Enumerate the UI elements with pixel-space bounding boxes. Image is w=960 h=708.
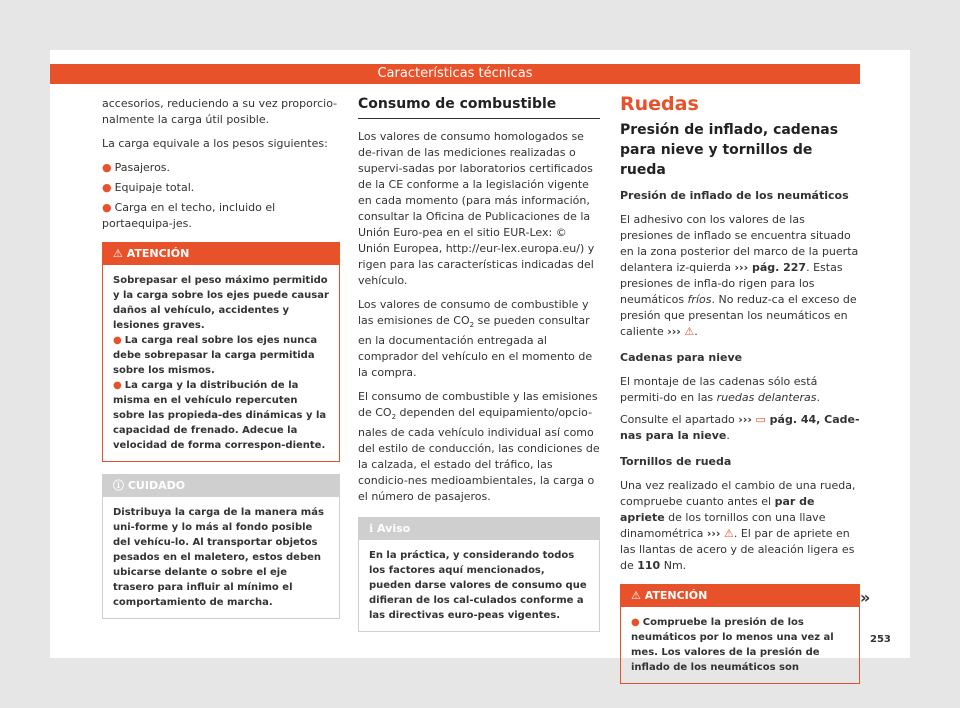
column-3 [620, 93, 860, 684]
weights-intro: La carga equivale a los pesos siguientes: [102, 137, 328, 150]
page-reference-link[interactable]: pág. 227 [748, 261, 807, 274]
bullet-icon: ● [631, 617, 640, 628]
section-subtitle: Presión de inflado, cadenas para nieve y tornillos de rueda [620, 122, 839, 178]
column-2 [358, 96, 600, 632]
warning-header: ⚠ ATENCIÓN [621, 585, 859, 607]
warning-icon: ⚠ [113, 247, 123, 260]
reference-arrow[interactable]: ››› [734, 261, 749, 274]
warning-header: ⚠ ATENCIÓN [103, 243, 339, 265]
warning-box [102, 242, 340, 462]
warning-box [620, 584, 860, 684]
continue-arrow: » [860, 588, 871, 607]
paragraph: Una vez realizado el cambio de una rueda, compruebe cuanto antes el par de apriete de los tornillos con una llave dinamométrica ››› ⚠. El par de apriete en las llantas de acero y de aleación ligera es de 110 Nm. [620, 479, 856, 572]
caution-header: ⓘ CUIDADO [103, 475, 339, 497]
section-heading: Consumo de combustible [358, 96, 600, 119]
info-icon: ⓘ [113, 479, 124, 492]
list-item: ● Compruebe la presión de los neumáticos por lo menos una vez al mes. Los valores de la presión de inflado de los neumáticos son [631, 617, 834, 673]
subsection-label: Presión de inflado de los neumáticos [620, 189, 849, 202]
paragraph: Los valores de consumo de combustible y las emisiones de $CO_2$ se pueden consultar en la documentación entregada al comprador del vehículo en el momento de la compra. [358, 298, 593, 380]
note-icon: ℹ [369, 522, 374, 536]
list-item: ● Pasajeros. [102, 161, 171, 174]
paragraph: El adhesivo con los valores de las presiones de inflado se encuentra situado en la zona posterior del marco de la puerta delantera iz-quierda ››› pág. 227. Estas presiones de infla-do rigen para los neumáticos fríos. No reduz-ca el exceso de presión que presentan los neumáticos en caliente ››› ⚠. [620, 213, 859, 338]
note-box [358, 517, 600, 632]
bullet-icon: ● [113, 380, 122, 391]
subsection-label: Cadenas para nieve [620, 351, 743, 364]
column-1 [102, 96, 340, 619]
subsection-label: Tornillos de rueda [620, 455, 732, 468]
list-item: ● Carga en el techo, incluido el portaequipa-jes. [102, 201, 276, 230]
paragraph: Consulte el apartado ››› ▭ pág. 44, Cade-nas para la nieve. [620, 413, 860, 442]
book-icon[interactable]: ▭ [755, 413, 766, 426]
section-title: Ruedas [620, 93, 699, 115]
caution-text: Distribuya la carga de la manera más uni-forme y lo más al fondo posible del vehícu-lo. Al transportar objetos pesados en el maletero, estos deben ubicarse delante o sobre el eje trasero para influir al mínimo el comportamiento de marcha. [113, 507, 324, 608]
caution-box [102, 474, 340, 619]
note-text: En la práctica, y considerando todos los factores aquí mencionados, pueden darse valores de consumo que difieran de los cal-culados conforme a las directivas euro-peas vigentes. [369, 550, 587, 622]
page-reference-link[interactable]: pág. 44, Cade-nas para la nieve [620, 413, 860, 442]
intro-text: accesorios, reduciendo a su vez proporcio-nalmente la carga útil posible. [102, 97, 338, 126]
paragraph: El montaje de las cadenas sólo está permiti-do en las ruedas delanteras. [620, 375, 820, 404]
warning-icon: ⚠ [631, 589, 641, 602]
note-header: ℹ Aviso [359, 518, 599, 540]
bullet-icon: ● [102, 201, 112, 214]
bullet-icon: ● [102, 181, 112, 194]
paragraph: El consumo de combustible y las emisiones de $CO_2$ dependen del equipamiento/opcio-nales de cada vehículo individual así como del estilo de conducción, las condiciones de la calzada, el estado del tráfico, las condicio-nes medioambientales, la carga o el número de pasajeros. [358, 390, 600, 504]
list-item: ● La carga real sobre los ejes nunca debe sobrepasar la carga permitida sobre los mismos. [113, 335, 318, 376]
list-item: ● La carga y la distribución de la misma en el vehículo repercuten sobre las propieda-des dinámicas y la capacidad de frenado. Adecue la velocidad de forma correspon-diente. [113, 380, 327, 451]
page-title: Características técnicas [50, 64, 860, 84]
warning-icon[interactable]: ⚠ [684, 325, 695, 338]
page-number: 253 [870, 634, 891, 645]
warning-icon[interactable]: ⚠ [723, 527, 734, 540]
list-item: ● Equipaje total. [102, 181, 195, 194]
bullet-icon: ● [113, 335, 122, 346]
warning-text: Sobrepasar el peso máximo permitido y la carga sobre los ejes puede causar daños al vehículo, accidentes y lesiones graves. [113, 275, 329, 331]
bullet-icon: ● [102, 161, 112, 174]
paragraph: Los valores de consumo homologados se de-rivan de las mediciones realizadas o supervi-sadas por laboratorios certificados de la CE conforme a la legislación vigente en cada momento (para más información, consultar la Oficina de Publicaciones de la Unión Euro-pea en el sitio EUR-Lex: © Unión Europea, http://eur-lex.europa.eu/) y rigen para las características indicadas del vehículo. [358, 130, 595, 287]
